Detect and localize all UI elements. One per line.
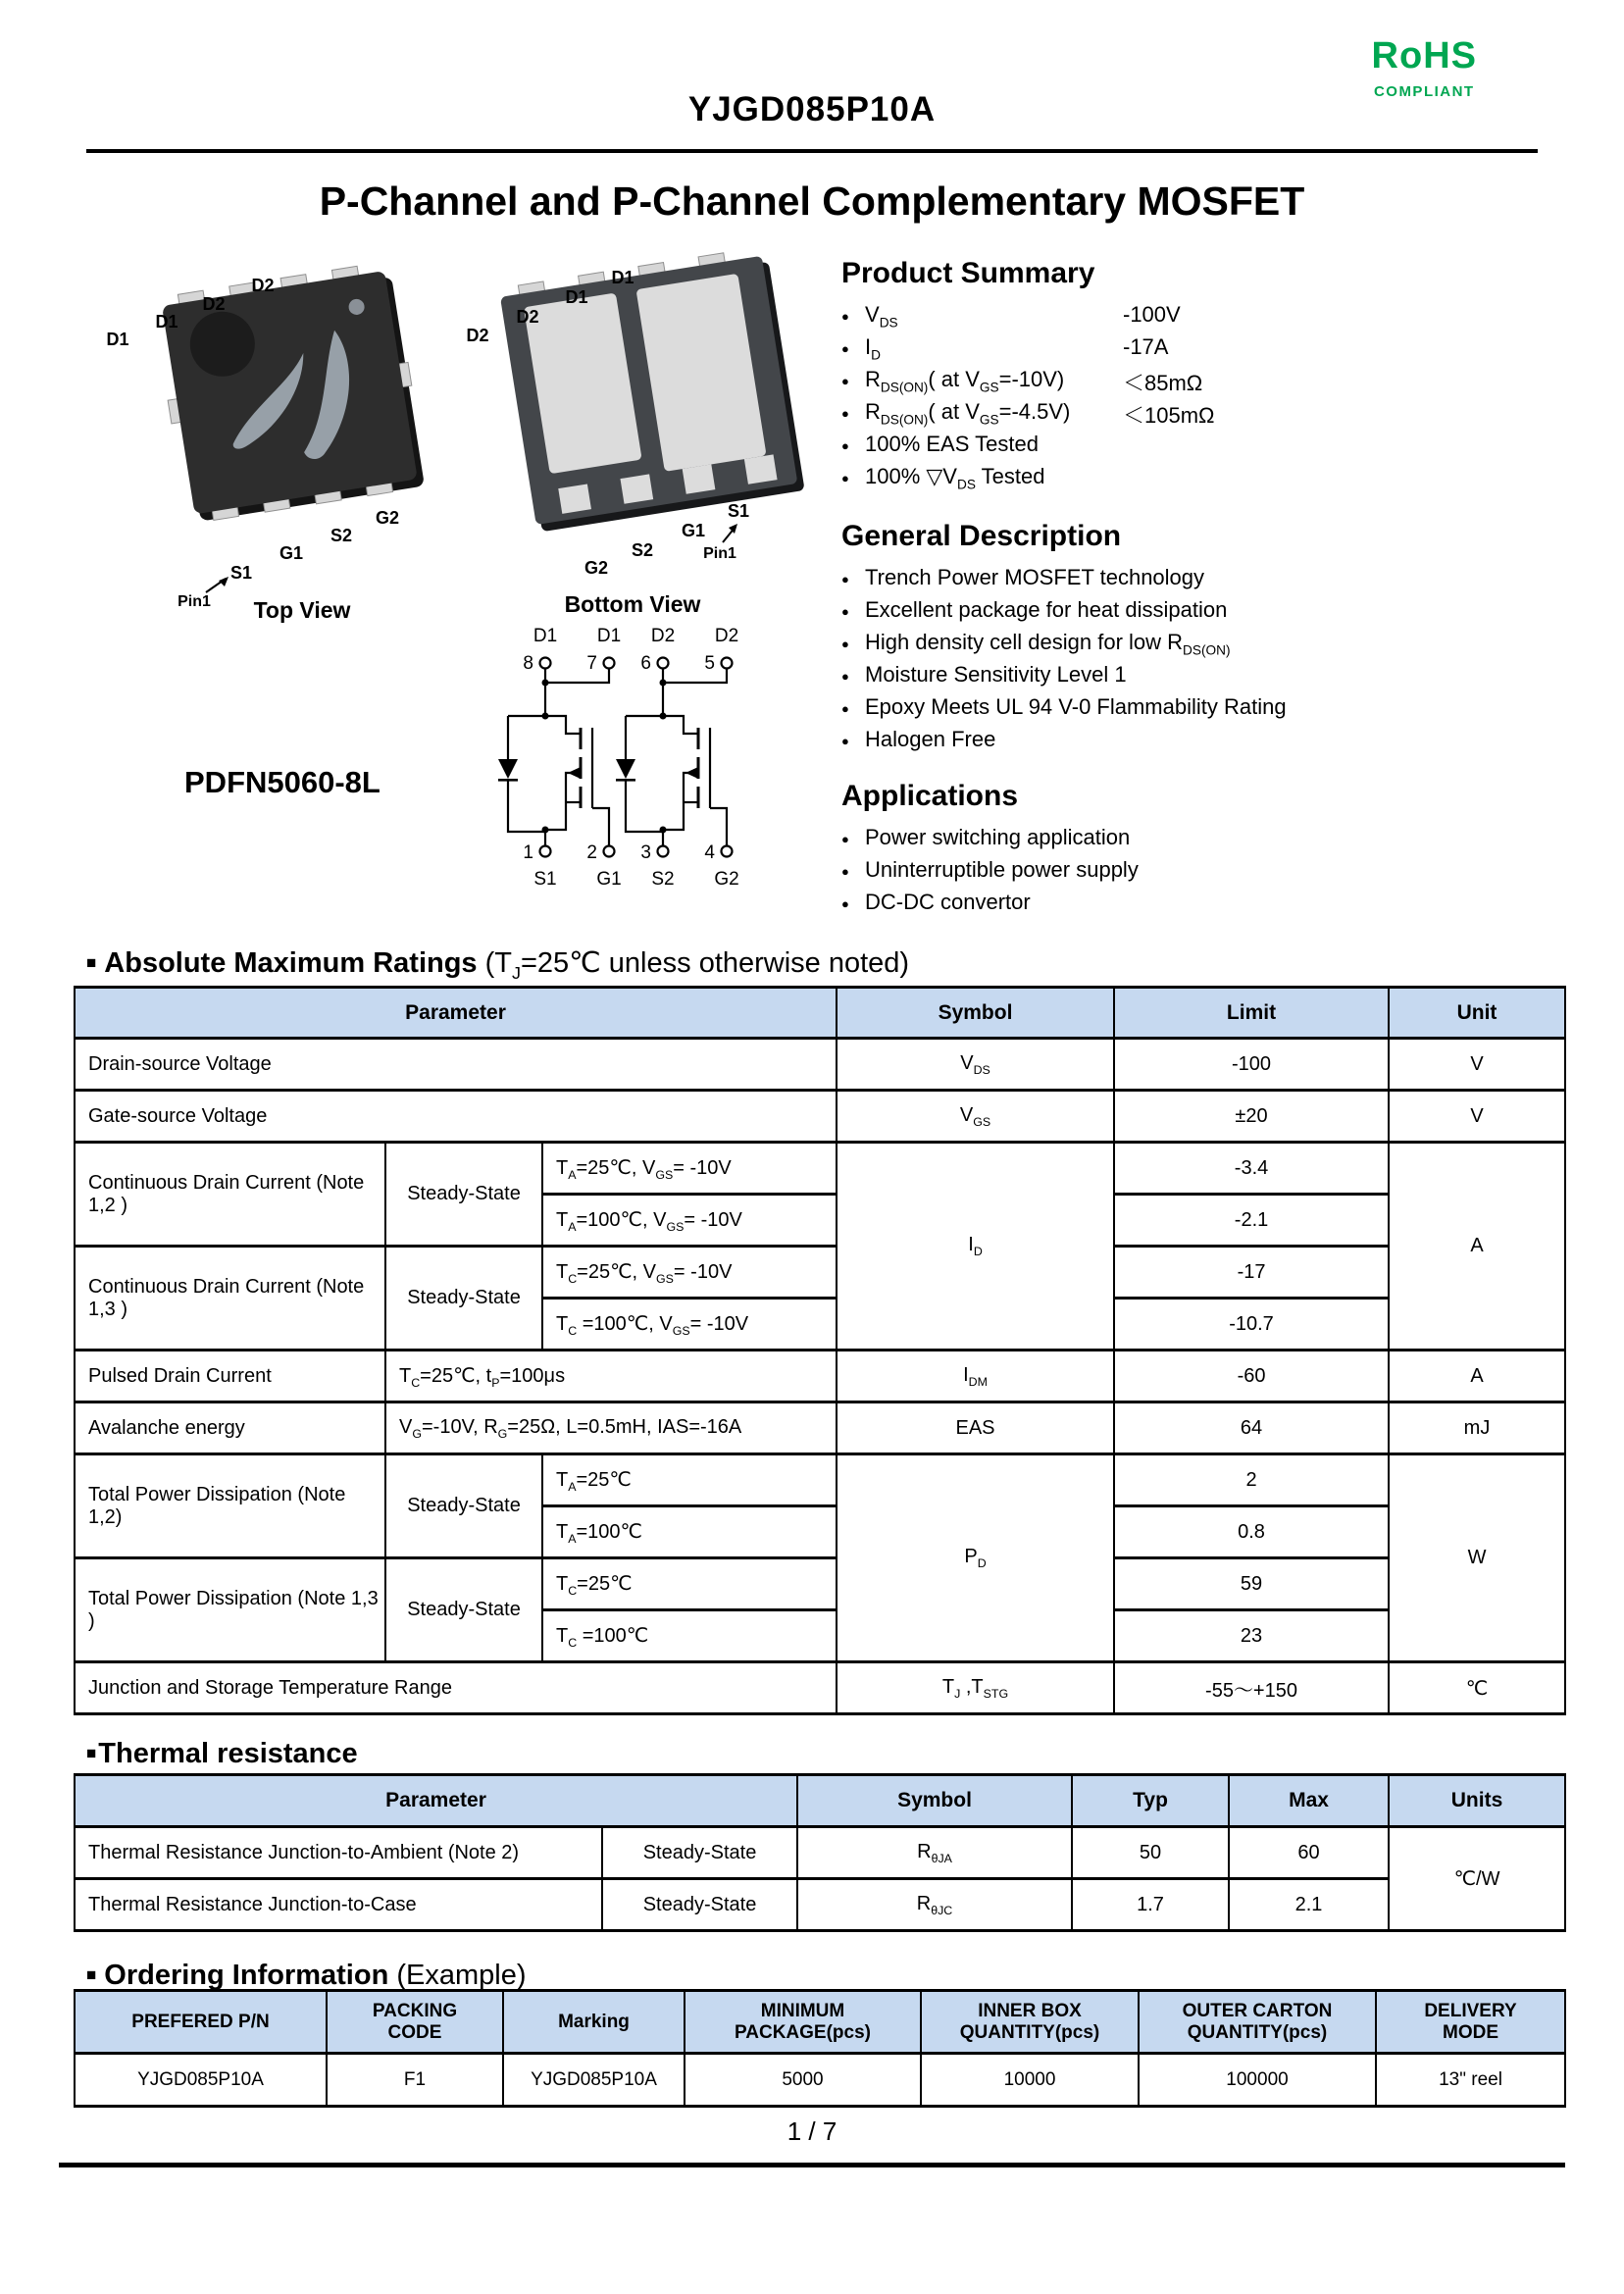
rohs-compliant-text: COMPLIANT xyxy=(1373,83,1475,100)
ordering-header-pn: PREFERED P/N xyxy=(75,1991,327,2054)
amr-param: Gate-source Voltage xyxy=(75,1091,837,1143)
pin-label: D2 xyxy=(466,326,489,345)
amr-heading xyxy=(86,945,909,984)
amr-row-tpd12a xyxy=(75,1454,1565,1506)
amr-header-row xyxy=(75,988,1565,1039)
pin-label: D2 xyxy=(251,276,275,295)
thermal-max: 60 xyxy=(1229,1827,1389,1879)
square-bullet-icon: ■ xyxy=(86,1744,97,1762)
thermal-header-parameter: Parameter xyxy=(75,1775,797,1827)
ordering-header-min-package: MINIMUM PACKAGE(pcs) xyxy=(685,1991,921,2054)
amr-param: Drain-source Voltage xyxy=(75,1039,837,1091)
amr-unit: W xyxy=(1389,1454,1565,1662)
amr-symbol: $I_D$ xyxy=(837,1143,1114,1351)
bullet-icon: ● xyxy=(841,734,849,748)
ordering-header-inner-box: INNER BOX QUANTITY(pcs) xyxy=(921,1991,1139,2054)
amr-param: Junction and Storage Temperature Range xyxy=(75,1662,837,1714)
page-title: P-Channel and P-Channel Complementary MOSFET xyxy=(319,178,1305,224)
amr-condition: $T_C$ =100℃ xyxy=(542,1610,837,1662)
amr-symbol: $I_{DM}$ xyxy=(837,1351,1114,1402)
amr-param: Pulsed Drain Current xyxy=(75,1351,385,1402)
schematic-pin-label: S2 xyxy=(651,869,675,890)
amr-row-pulsed xyxy=(75,1351,1565,1402)
ordering-heading xyxy=(86,1960,527,1992)
amr-mode: Steady-State xyxy=(385,1247,542,1351)
schematic-labels xyxy=(523,626,738,890)
amr-condition: $T_C=25℃$ xyxy=(542,1558,837,1610)
ordering-heading-title: Ordering Information xyxy=(104,1960,389,1991)
summary-name: $R_{DS(ON)}$( at $V_{GS}=-10V$) xyxy=(865,367,1065,395)
pin-label: D1 xyxy=(565,287,588,307)
schematic-symbols xyxy=(498,680,698,834)
pin1-indicator: Pin1 xyxy=(178,593,211,610)
schematic-pin-label: D1 xyxy=(533,626,558,646)
general-description-section xyxy=(841,520,1538,759)
mosfet-arrow xyxy=(568,767,581,779)
thermal-typ: 50 xyxy=(1072,1827,1229,1879)
thermal-symbol: $R_{\theta JC}$ xyxy=(797,1879,1072,1931)
bullet-icon: ● xyxy=(841,832,849,846)
thermal-row-rthjc xyxy=(75,1879,1565,1931)
schematic-figure xyxy=(471,626,883,910)
pin-label: S1 xyxy=(727,501,750,521)
amr-symbol: $P_D$ xyxy=(837,1454,1114,1662)
amr-condition: $V_G=-10V$, $R_G=25\Omega$, L=0.5mH, IAS=-16A xyxy=(385,1402,837,1454)
amr-limit: -60 xyxy=(1114,1351,1389,1402)
schematic-pin-number: 1 xyxy=(523,842,533,863)
pin-label: D1 xyxy=(611,268,634,287)
thermal-header-symbol: Symbol xyxy=(797,1775,1072,1827)
schematic-pin-number: 3 xyxy=(640,842,651,863)
ordering-marking: YJGD085P10A xyxy=(503,2054,685,2107)
amr-table xyxy=(74,986,1566,1715)
summary-item xyxy=(841,464,1538,496)
ordering-header-packing: PACKING CODE xyxy=(327,1991,503,2054)
description-text: Moisture Sensitivity Level 1 xyxy=(865,662,1127,687)
thermal-table xyxy=(74,1773,1566,1932)
amr-row-tpd13a xyxy=(75,1558,1565,1610)
description-item xyxy=(841,727,1538,759)
amr-condition: $T_A=25℃$ xyxy=(542,1454,837,1506)
pin-label: S1 xyxy=(229,563,253,583)
summary-item xyxy=(841,367,1538,399)
gate-source-pad xyxy=(744,454,778,484)
amr-header-parameter: Parameter xyxy=(75,988,837,1039)
thermal-symbol: $R_{\theta JA}$ xyxy=(797,1827,1072,1879)
amr-limit: 0.8 xyxy=(1114,1506,1389,1558)
pin-label: G1 xyxy=(681,521,706,540)
bullet-icon: ● xyxy=(841,669,849,684)
bullet-icon: ● xyxy=(841,701,849,716)
schematic-pin-label: G2 xyxy=(714,869,739,890)
pin-label: G2 xyxy=(584,558,609,578)
thermal-mode: Steady-State xyxy=(602,1879,797,1931)
gate-source-pad xyxy=(558,484,591,513)
ordering-header-marking: Marking xyxy=(503,1991,685,2054)
ordering-table xyxy=(74,1989,1566,2108)
footer-divider xyxy=(59,2163,1565,2167)
application-item xyxy=(841,857,1538,890)
amr-condition: $T_A=100℃$ xyxy=(542,1506,837,1558)
package-bottom-view-figure xyxy=(431,238,873,631)
amr-limit: 59 xyxy=(1114,1558,1389,1610)
pin-label: G2 xyxy=(375,508,400,528)
summary-value: ＜85mΩ xyxy=(1123,371,1203,395)
amr-limit: -55～+150 xyxy=(1114,1662,1389,1714)
amr-param: Total Power Dissipation (Note 1,2) xyxy=(75,1454,385,1558)
ordering-outer-carton: 100000 xyxy=(1139,2054,1376,2107)
description-text: Excellent package for heat dissipation xyxy=(865,597,1228,622)
amr-row-cdc12a xyxy=(75,1143,1565,1195)
summary-item xyxy=(841,334,1538,367)
schematic-pin-number: 7 xyxy=(586,653,597,674)
amr-condition: $T_A=25℃$, $V_{GS}= -10V$ xyxy=(542,1143,837,1195)
package-name: PDFN5060-8L xyxy=(184,765,381,799)
pin-label: G1 xyxy=(279,543,304,563)
pin1-indicator: Pin1 xyxy=(703,545,736,562)
summary-name: $V_{DS}$ xyxy=(865,302,898,331)
amr-limit: ±20 xyxy=(1114,1091,1389,1143)
amr-condition: $T_C=25℃$, $V_{GS}= -10V$ xyxy=(542,1247,837,1299)
amr-heading-note: ($T_J=25℃$ unless otherwise noted) xyxy=(484,947,910,983)
summary-item xyxy=(841,302,1538,334)
amr-heading-title: Absolute Maximum Ratings xyxy=(104,947,478,979)
bullet-icon: ● xyxy=(841,572,849,586)
bullet-icon: ● xyxy=(841,864,849,879)
schematic-pin-label: G1 xyxy=(596,869,622,890)
bullet-icon: ● xyxy=(841,309,849,324)
gate-source-pad xyxy=(683,464,716,493)
header-divider xyxy=(86,149,1538,153)
thermal-max: 2.1 xyxy=(1229,1879,1389,1931)
ordering-heading-note: (Example) xyxy=(396,1960,527,1991)
ordering-min-package: 5000 xyxy=(685,2054,921,2107)
schematic-pin-label: D2 xyxy=(650,626,676,646)
amr-condition: $T_C$ =100℃, $V_{GS}= -10V$ xyxy=(542,1299,837,1351)
schematic-pin-label: D2 xyxy=(714,626,739,646)
summary-item xyxy=(841,399,1538,432)
amr-condition: $T_C=25℃$, $t_P=100\mu s$ xyxy=(385,1351,837,1402)
application-text: Uninterruptible power supply xyxy=(865,857,1139,882)
thermal-header-max: Max xyxy=(1229,1775,1389,1827)
applications-section xyxy=(841,780,1538,922)
amr-unit: V xyxy=(1389,1091,1565,1143)
amr-limit: 23 xyxy=(1114,1610,1389,1662)
amr-symbol: $V_{DS}$ xyxy=(837,1039,1114,1091)
pin-label: D1 xyxy=(106,330,129,349)
bullet-icon: ● xyxy=(841,637,849,651)
amr-limit: 2 xyxy=(1114,1454,1389,1506)
amr-mode: Steady-State xyxy=(385,1558,542,1662)
amr-mode: Steady-State xyxy=(385,1454,542,1558)
description-item xyxy=(841,565,1538,597)
schematic-pin-number: 4 xyxy=(704,842,715,863)
thermal-header-typ: Typ xyxy=(1072,1775,1229,1827)
amr-unit: mJ xyxy=(1389,1402,1565,1454)
amr-limit: -2.1 xyxy=(1114,1195,1389,1247)
amr-symbol: EAS xyxy=(837,1402,1114,1454)
ordering-packing-code: F1 xyxy=(327,2054,503,2107)
description-text: Epoxy Meets UL 94 V-0 Flammability Rating xyxy=(865,694,1287,719)
application-text: DC-DC convertor xyxy=(865,890,1031,914)
amr-symbol: $V_{GS}$ xyxy=(837,1091,1114,1143)
application-text: Power switching application xyxy=(865,825,1131,849)
ordering-data-row xyxy=(75,2054,1565,2107)
schematic-pin-label: S1 xyxy=(533,869,557,890)
amr-param: Avalanche energy xyxy=(75,1402,385,1454)
package-bottom-view-body xyxy=(499,246,805,533)
schematic-pin-number: 2 xyxy=(586,842,597,863)
rohs-text: RoHS xyxy=(1371,35,1477,76)
thermal-unit: ℃/W xyxy=(1389,1827,1565,1931)
square-bullet-icon: ■ xyxy=(86,953,97,972)
ordering-header-delivery: DELIVERY MODE xyxy=(1376,1991,1565,2054)
amr-header-unit: Unit xyxy=(1389,988,1565,1039)
amr-param: Continuous Drain Current (Note 1,3 ) xyxy=(75,1247,385,1351)
ordering-delivery-mode: 13" reel xyxy=(1376,2054,1565,2107)
ordering-pn: YJGD085P10A xyxy=(75,2054,327,2107)
thermal-header-units: Units xyxy=(1389,1775,1565,1827)
summary-name: 100% EAS Tested xyxy=(865,432,1039,456)
description-item xyxy=(841,662,1538,694)
bullet-icon: ● xyxy=(841,438,849,453)
summary-value: ＜105mΩ xyxy=(1123,403,1215,428)
pin-label: S2 xyxy=(330,526,353,545)
description-text: Trench Power MOSFET technology xyxy=(865,565,1205,589)
bullet-icon: ● xyxy=(841,406,849,421)
ordering-inner-box: 10000 xyxy=(921,2054,1139,2107)
thermal-mode: Steady-State xyxy=(602,1827,797,1879)
summary-value: -17A xyxy=(1123,334,1169,359)
description-text: High density cell design for low $R_{DS(ON)}$ xyxy=(865,630,1231,658)
summary-value: -100V xyxy=(1123,302,1181,327)
bullet-icon: ● xyxy=(841,471,849,485)
top-view-caption: Top View xyxy=(253,597,351,623)
bullet-icon: ● xyxy=(841,604,849,619)
schematic-pin-number: 8 xyxy=(523,653,533,674)
amr-header-symbol: Symbol xyxy=(837,988,1114,1039)
ordering-header-outer-carton: OUTER CARTON QUANTITY(pcs) xyxy=(1139,1991,1376,2054)
gate-source-pad xyxy=(620,474,653,503)
general-description-title: General Description xyxy=(841,520,1122,552)
bullet-icon: ● xyxy=(841,341,849,356)
summary-item xyxy=(841,432,1538,464)
pin-label: D2 xyxy=(516,307,539,327)
amr-row-vgs xyxy=(75,1091,1565,1143)
amr-limit: -10.7 xyxy=(1114,1299,1389,1351)
amr-symbol: $T_J$ $,T_{STG}$ xyxy=(837,1662,1114,1714)
amr-row-cdc13a xyxy=(75,1247,1565,1299)
thermal-param: Thermal Resistance Junction-to-Ambient (Note 2) xyxy=(75,1827,602,1879)
amr-unit: A xyxy=(1389,1351,1565,1402)
pin-label: D1 xyxy=(155,312,178,331)
schematic-pin-number: 5 xyxy=(704,653,715,674)
package-top-view-body xyxy=(152,261,428,525)
amr-row-vds xyxy=(75,1039,1565,1091)
amr-limit: -100 xyxy=(1114,1039,1389,1091)
page-number: 1 / 7 xyxy=(787,2116,837,2146)
bullet-icon: ● xyxy=(841,896,849,911)
application-item xyxy=(841,825,1538,857)
summary-name: $I_D$ xyxy=(865,334,881,363)
schematic-pin-label: D1 xyxy=(596,626,622,646)
amr-row-junction xyxy=(75,1662,1565,1714)
summary-name: 100% $▽V_{DS}$ Tested xyxy=(865,464,1045,492)
description-item xyxy=(841,694,1538,727)
amr-limit: -3.4 xyxy=(1114,1143,1389,1195)
amr-unit: ℃ xyxy=(1389,1662,1565,1714)
description-text: Halogen Free xyxy=(865,727,996,751)
amr-row-avalanche xyxy=(75,1402,1565,1454)
thermal-param: Thermal Resistance Junction-to-Case xyxy=(75,1879,602,1931)
product-summary-section xyxy=(841,257,1538,496)
amr-param: Continuous Drain Current (Note 1,2 ) xyxy=(75,1143,385,1247)
bullet-icon: ● xyxy=(841,374,849,388)
amr-condition: $T_A=100℃$, $V_{GS}= -10V$ xyxy=(542,1195,837,1247)
amr-mode: Steady-State xyxy=(385,1143,542,1247)
pin-label: S2 xyxy=(631,540,654,560)
mosfet-arrow xyxy=(685,767,698,779)
amr-limit: -17 xyxy=(1114,1247,1389,1299)
summary-name: $R_{DS(ON)}$( at $V_{GS}=-4.5V$) xyxy=(865,399,1071,428)
thermal-typ: 1.7 xyxy=(1072,1879,1229,1931)
amr-param: Total Power Dissipation (Note 1,3 ) xyxy=(75,1558,385,1662)
applications-title: Applications xyxy=(841,780,1019,812)
ordering-header-row xyxy=(75,1991,1565,2054)
thermal-heading xyxy=(86,1738,358,1770)
schematic-wires xyxy=(508,658,733,857)
pin-label: D2 xyxy=(202,294,226,314)
pin1-arrowhead xyxy=(219,577,228,586)
amr-header-limit: Limit xyxy=(1114,988,1389,1039)
amr-unit: V xyxy=(1389,1039,1565,1091)
thermal-heading-title: Thermal resistance xyxy=(98,1738,358,1769)
product-summary-title: Product Summary xyxy=(841,257,1095,289)
part-number-title: YJGD085P10A xyxy=(687,90,937,128)
thermal-header-row xyxy=(75,1775,1565,1827)
amr-unit: A xyxy=(1389,1143,1565,1351)
body-diode xyxy=(498,759,518,779)
body-diode xyxy=(616,759,635,779)
application-item xyxy=(841,890,1538,922)
bottom-view-caption: Bottom View xyxy=(564,591,701,617)
schematic-pin-number: 6 xyxy=(640,653,651,674)
description-item xyxy=(841,630,1538,662)
amr-limit: 64 xyxy=(1114,1402,1389,1454)
thermal-row-rthja xyxy=(75,1827,1565,1879)
description-item xyxy=(841,597,1538,630)
square-bullet-icon: ■ xyxy=(86,1965,97,1984)
